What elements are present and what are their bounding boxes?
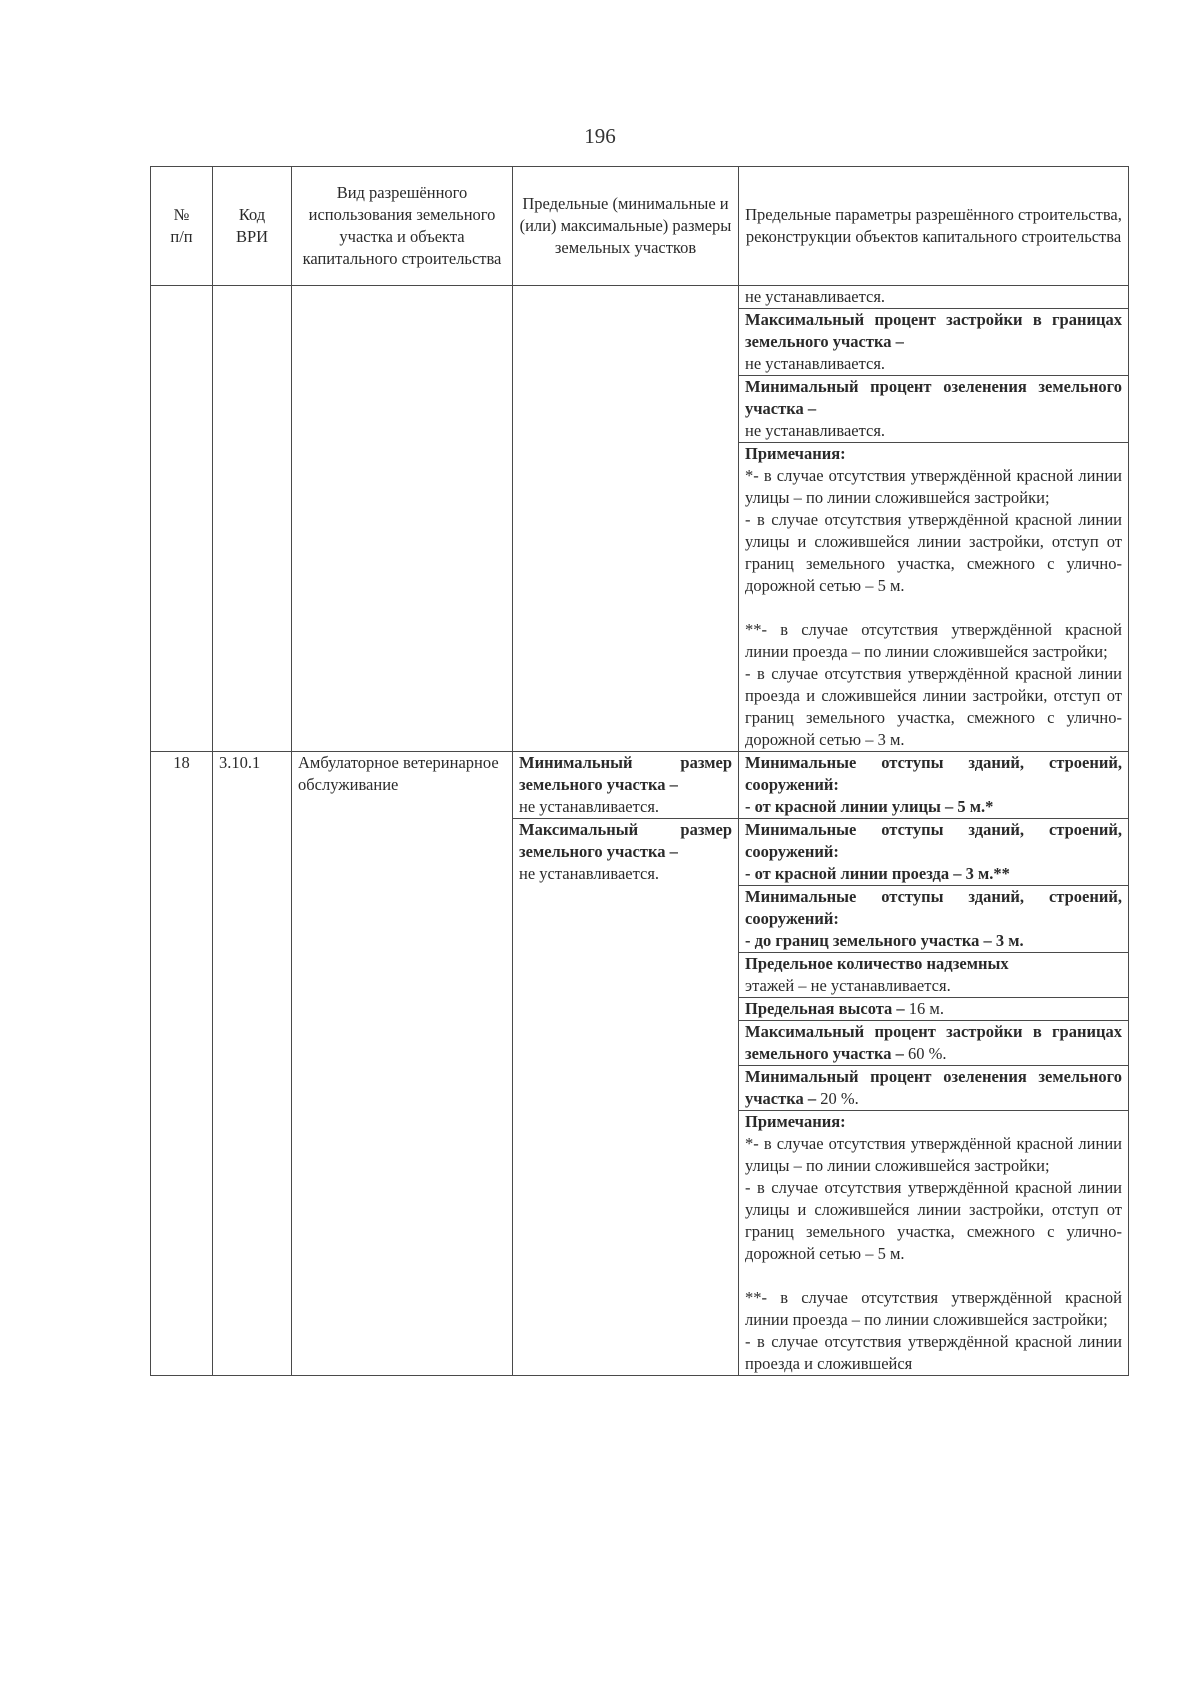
param-line: - от красной линии проезда – 3 м.** (745, 864, 1010, 883)
notes-title: Примечания: (745, 444, 846, 463)
param-cell (739, 1066, 1129, 1111)
notes-title: Примечания: (745, 1112, 846, 1131)
param-text: 16 м. (904, 999, 944, 1018)
header-num: № п/п (151, 167, 213, 286)
max-size-title: Максимальный размер земельного участка – (519, 820, 732, 861)
page-number: 196 (584, 124, 616, 148)
row-code: 3.10.1 (213, 752, 292, 1376)
param-cell (739, 953, 1129, 998)
note-text: *- в случае отсутствия утверждённой красной линии улицы – по линии сложившейся застройки; (745, 466, 1122, 507)
table-row (151, 752, 1129, 819)
regulations-table (150, 166, 1129, 1376)
max-size-cell (513, 819, 739, 1376)
param-line: - до границ земельного участка – 3 м. (745, 931, 1024, 950)
min-size-cell (513, 752, 739, 819)
param-line: - от красной линии улицы – 5 м.* (745, 797, 994, 816)
note-text: - в случае отсутствия утверждённой красной линии улицы и сложившейся линии застройки, отступ от границ земельного участка, смежного с улично-дорожной сетью – 5 м. (745, 1178, 1122, 1263)
param-title: Максимальный процент застройки в границах земельного участка – (745, 1022, 1122, 1063)
note-text: - в случае отсутствия утверждённой красной линии улицы и сложившейся линии застройки, отступ от границ земельного участка, смежного с улично-дорожной сетью – 5 м. (745, 510, 1122, 595)
param-text: не устанавливается. (745, 354, 886, 373)
param-cell (739, 286, 1129, 309)
param-cell (739, 752, 1129, 819)
row-use: Амбулаторное ветеринарное обслуживание (292, 752, 513, 1376)
note-text: **- в случае отсутствия утверждённой красной линии проезда – по линии сложившейся застройки; (745, 620, 1122, 661)
cell-code-cont (213, 286, 292, 752)
note-text: - в случае отсутствия утверждённой красной линии проезда и сложившейся (745, 1332, 1122, 1373)
note-text: **- в случае отсутствия утверждённой красной линии проезда – по линии сложившейся застройки; (745, 1288, 1122, 1329)
param-cell (739, 1021, 1129, 1066)
param-title: Минимальный процент озеленения земельного участка – (745, 1067, 1122, 1108)
min-size-value: не устанавливается. (519, 797, 660, 816)
param-title: Минимальные отступы зданий, строений, сооружений: (745, 753, 1122, 794)
note-text: *- в случае отсутствия утверждённой красной линии улицы – по линии сложившейся застройки; (745, 1134, 1122, 1175)
header-sizes: Предельные (минимальные и (или) максимальные) размеры земельных участков (513, 167, 739, 286)
param-text: не устанавливается. (745, 287, 886, 306)
param-title: Минимальный процент озеленения земельного участка – (745, 377, 1122, 418)
header-params: Предельные параметры разрешённого строительства, реконструкции объектов капитального строительства (739, 167, 1129, 286)
note-text: - в случае отсутствия утверждённой красной линии проезда и сложившейся линии застройки, отступ от границ земельного участка, смежного с улично-дорожной сетью – 3 м. (745, 664, 1122, 749)
param-title: Минимальные отступы зданий, строений, сооружений: (745, 887, 1122, 928)
table-row (151, 286, 1129, 309)
param-cell (739, 376, 1129, 443)
param-text: этажей – не устанавливается. (745, 976, 951, 995)
header-use: Вид разрешённого использования земельного участка и объекта капитального строительства (292, 167, 513, 286)
param-text: 20 %. (816, 1089, 859, 1108)
row-number: 18 (151, 752, 213, 1376)
param-text: не устанавливается. (745, 421, 886, 440)
param-cell (739, 998, 1129, 1021)
header-row (151, 167, 1129, 286)
cell-sizes-cont (513, 286, 739, 752)
param-title: Минимальные отступы зданий, строений, сооружений: (745, 820, 1122, 861)
cell-num-cont (151, 286, 213, 752)
param-title: Предельная высота – (745, 999, 905, 1018)
notes-cell (739, 1111, 1129, 1376)
cell-use-cont (292, 286, 513, 752)
param-cell (739, 309, 1129, 376)
param-title: Максимальный процент застройки в границах земельного участка – (745, 310, 1122, 351)
param-title: Предельное количество надземных (745, 954, 1009, 973)
max-size-value: не устанавливается. (519, 864, 660, 883)
header-code: Код ВРИ (213, 167, 292, 286)
param-text: 60 %. (903, 1044, 947, 1063)
notes-cell (739, 443, 1129, 752)
min-size-title: Минимальный размер земельного участка – (519, 753, 732, 794)
param-cell (739, 819, 1129, 886)
param-cell (739, 886, 1129, 953)
